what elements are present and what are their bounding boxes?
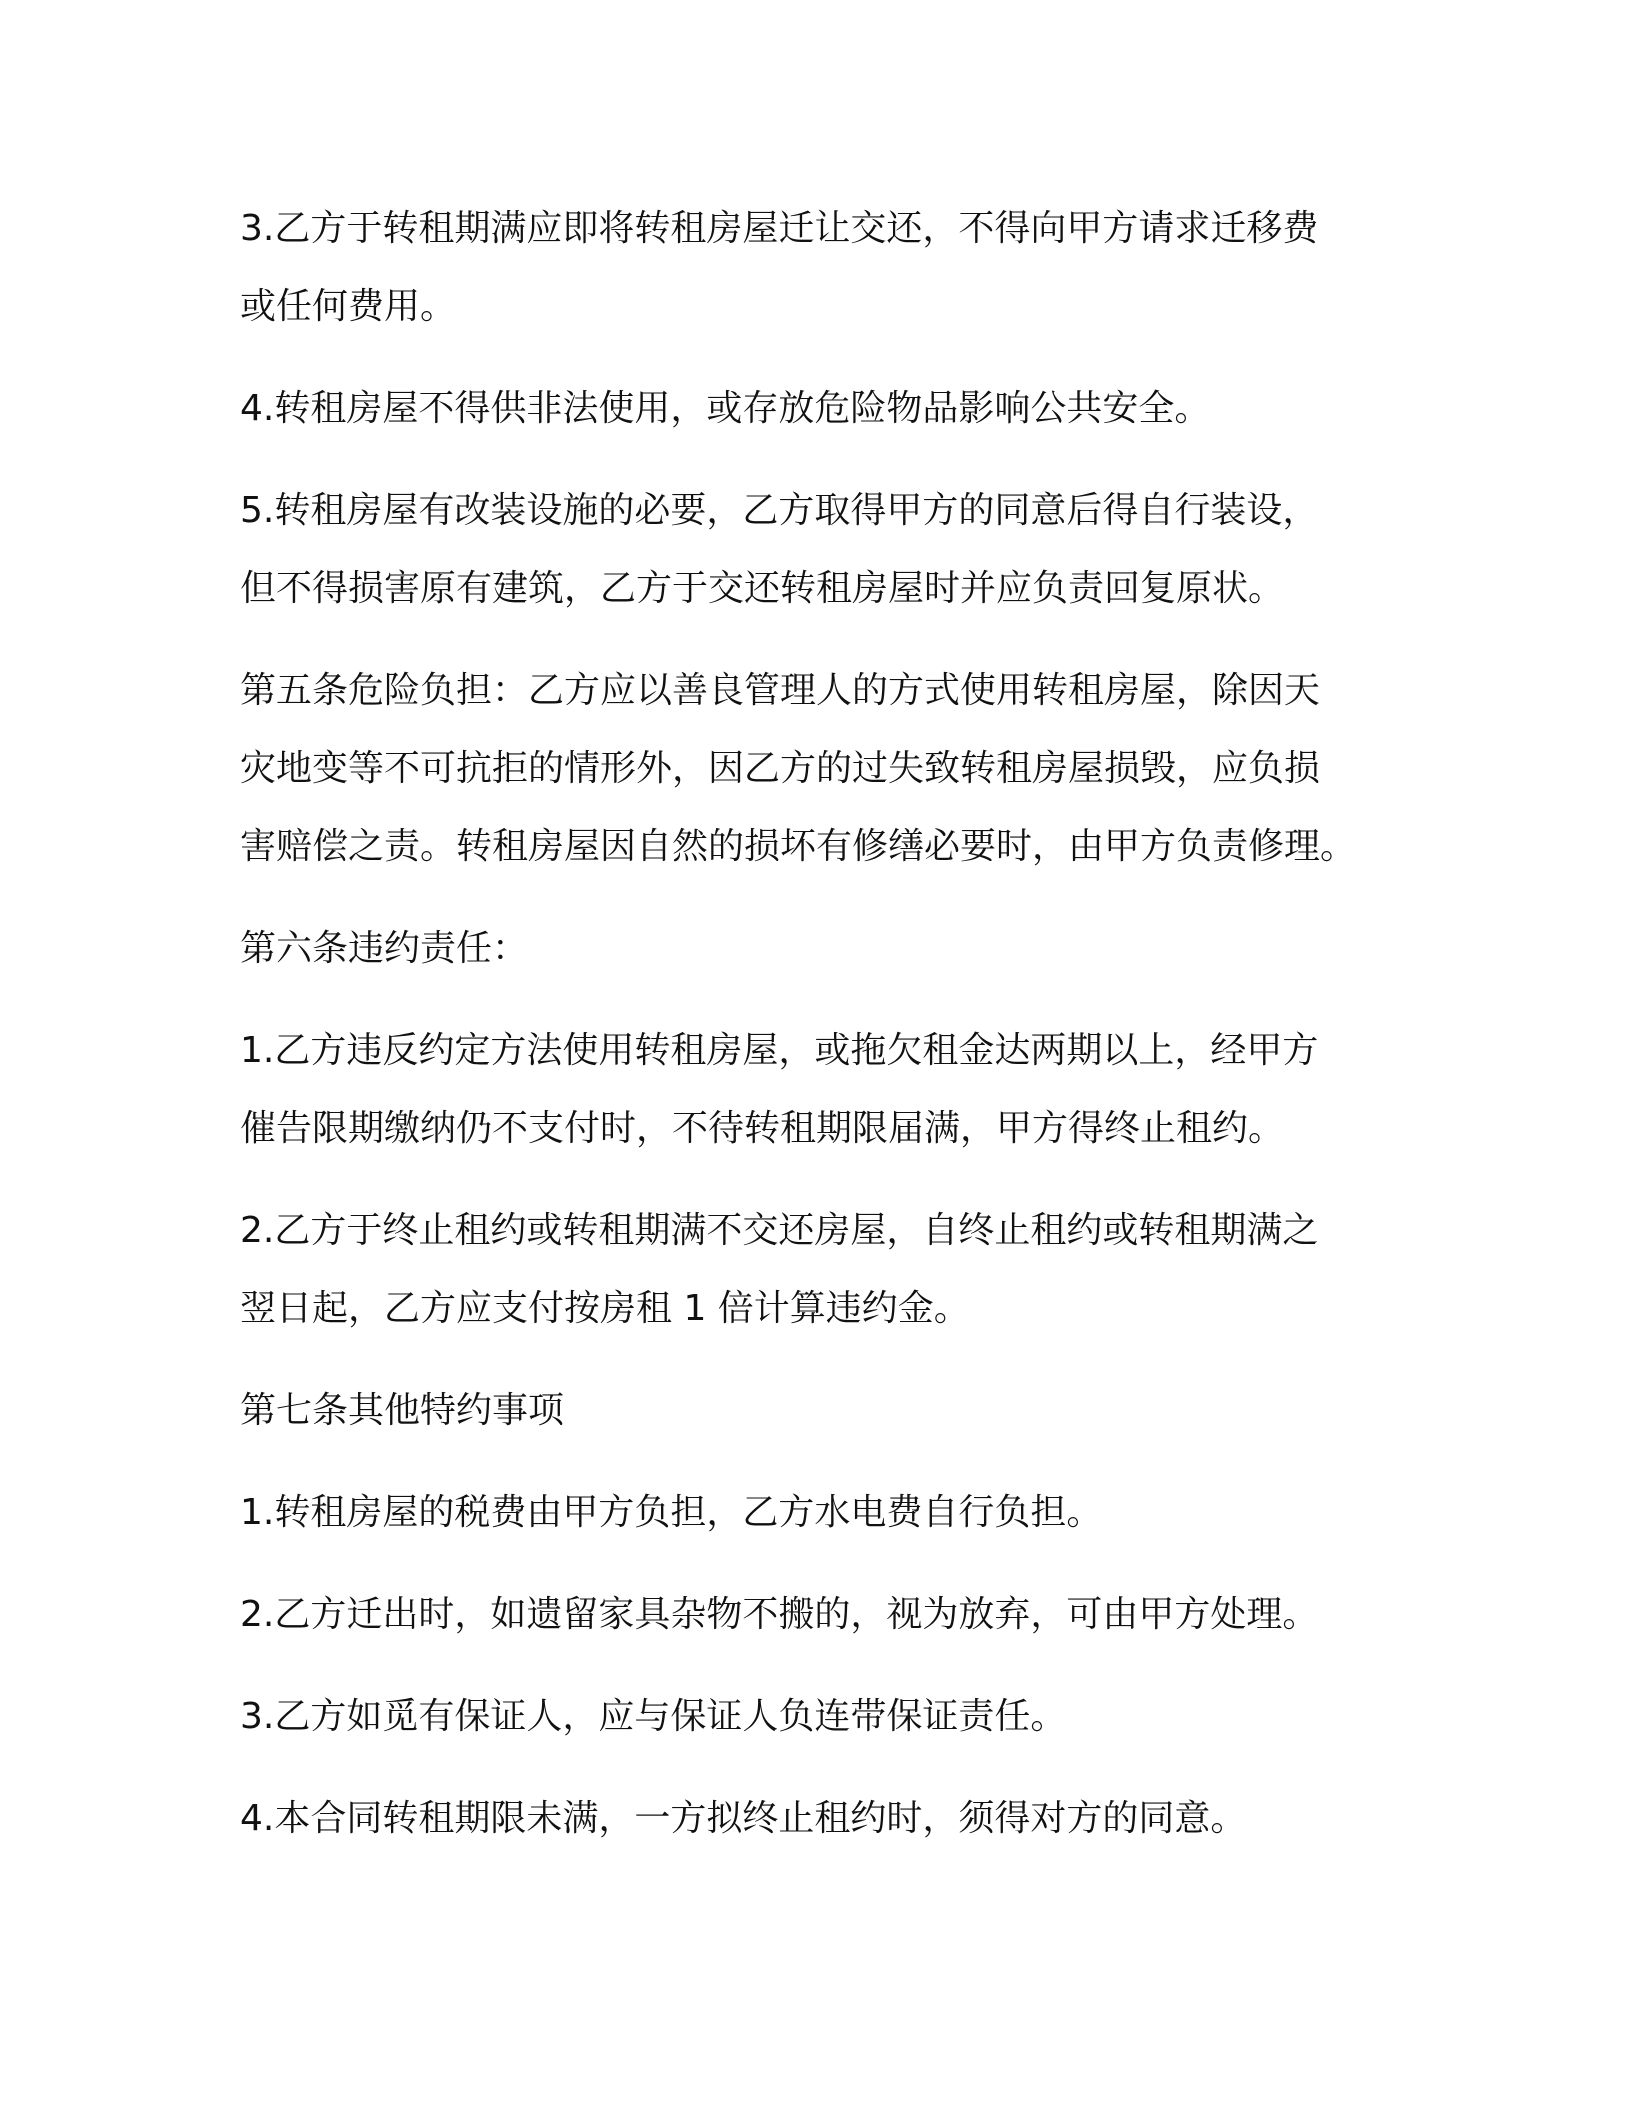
paragraph-article-5-risk: 第五条危险负担：乙方应以善良管理人的方式使用转租房屋，除因天 灾地变等不可抗拒的情形外，因乙方的过失致转租房屋损毁，应负损 害赔偿之责。转租房屋因自然的损坏有修缮必要时，由甲方负责修理。 [240, 670, 1357, 867]
heading-article-6: 第六条违约责任： [240, 928, 529, 969]
paragraph-article-7-item-2: 2.乙方迁出时，如遗留家具杂物不搬的，视为放弃，可由甲方处理。 [240, 1594, 1319, 1635]
paragraph-clause-3: 3.乙方于转租期满应即将转租房屋迁让交还，不得向甲方请求迁移费 或任何费用。 [240, 208, 1319, 327]
paragraph-clause-5: 5.转租房屋有改装设施的必要，乙方取得甲方的同意后得自行装设， 但不得损害原有建筑，乙方于交还转租房屋时并应负责回复原状。 [240, 490, 1319, 609]
paragraph-article-7-item-1: 1.转租房屋的税费由甲方负担，乙方水电费自行负担。 [240, 1492, 1103, 1533]
heading-article-7: 第七条其他特约事项 [240, 1390, 565, 1431]
paragraph-article-7-item-4: 4.本合同转租期限未满，一方拟终止租约时，须得对方的同意。 [240, 1798, 1247, 1839]
paragraph-article-7-item-3: 3.乙方如觅有保证人，应与保证人负连带保证责任。 [240, 1696, 1067, 1737]
paragraph-article-6-item-2: 2.乙方于终止租约或转租期满不交还房屋，自终止租约或转租期满之 翌日起，乙方应支付按房租 1 倍计算违约金。 [240, 1210, 1319, 1329]
document-body [240, 190, 1400, 1858]
paragraph-clause-4: 4.转租房屋不得供非法使用，或存放危险物品影响公共安全。 [240, 388, 1211, 429]
paragraph-article-6-item-1: 1.乙方违反约定方法使用转租房屋，或拖欠租金达两期以上，经甲方 催告限期缴纳仍不支付时，不待转租期限届满，甲方得终止租约。 [240, 1030, 1319, 1149]
